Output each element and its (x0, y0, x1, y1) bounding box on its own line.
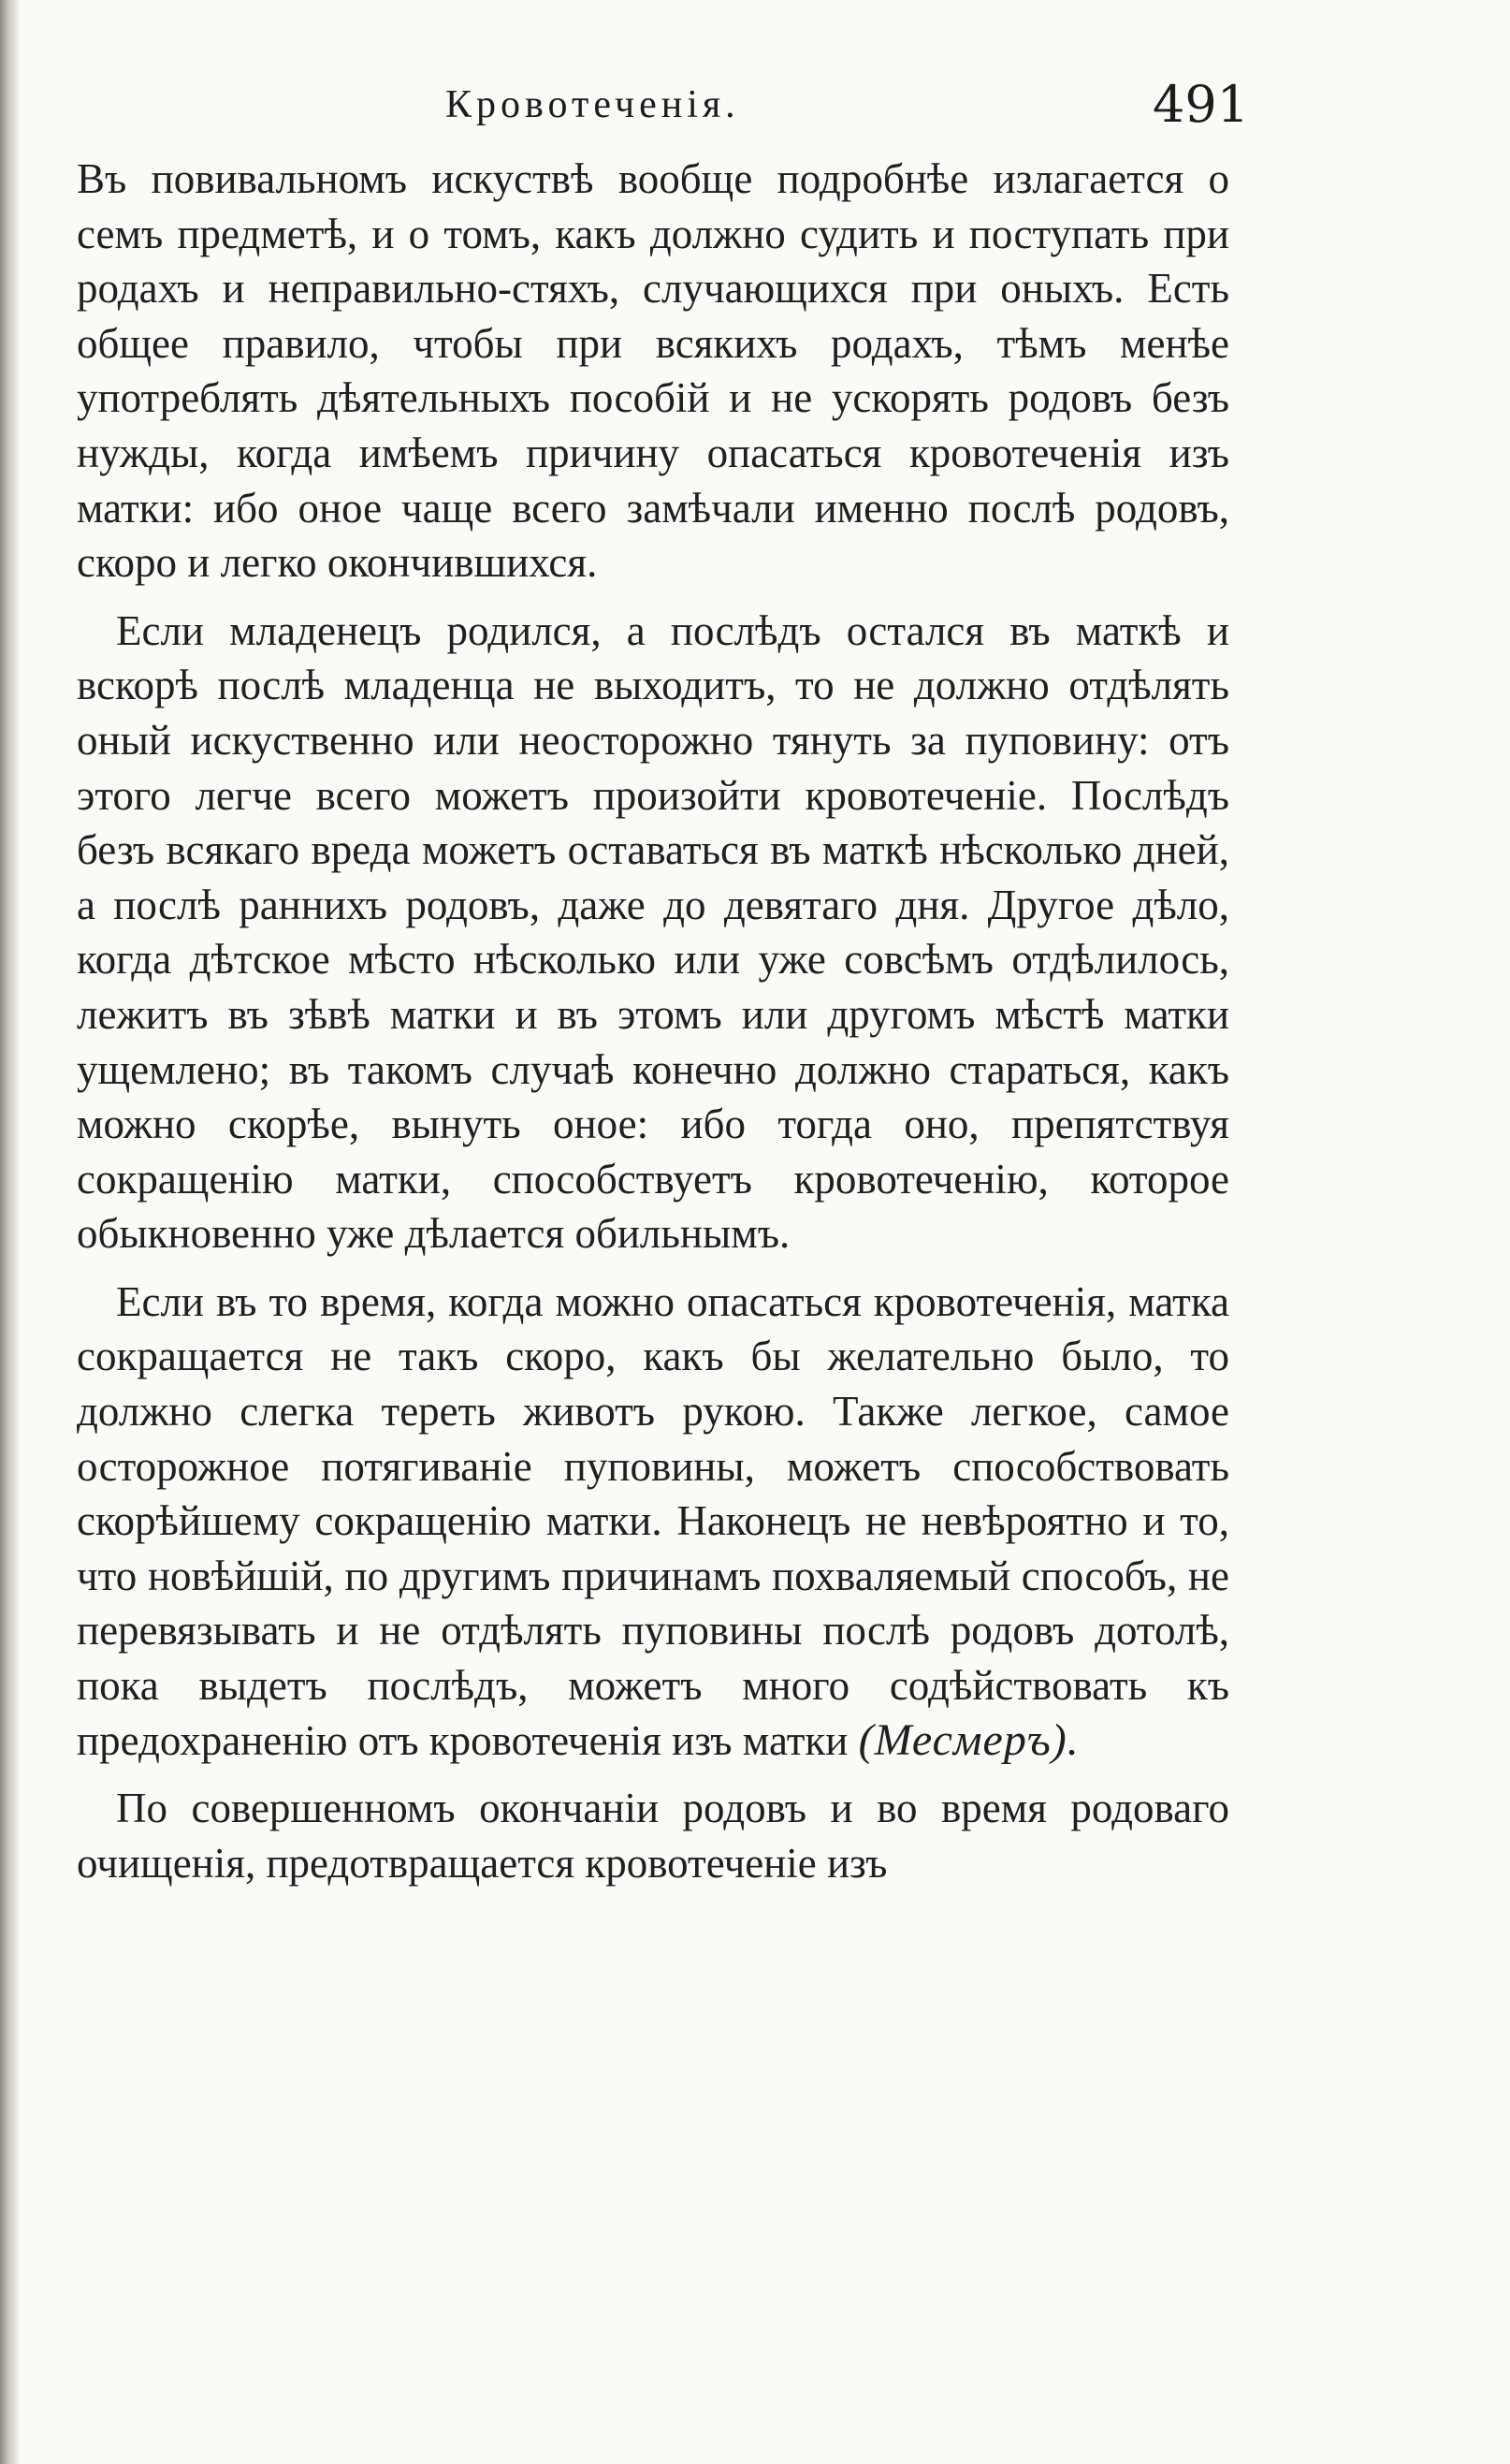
paragraph-2-text: Если младенецъ родился, а послѣдъ остался въ маткѣ и вскорѣ послѣ младенца не выходитъ, то не должно отдѣлять оный искуственно или неосторожно тянуть за пуповину: отъ этого легче всего можетъ произойти кровотеченіе. Послѣдъ безъ всякаго вреда можетъ оставаться въ маткѣ нѣсколько дней, а послѣ раннихъ родовъ, даже до девятаго дня. Другое дѣло, когда дѣтское мѣсто нѣсколько или уже совсѣмъ отдѣлилось, лежитъ въ зѣвѣ матки и въ этомъ или другомъ мѣстѣ матки ущемлено; въ такомъ случаѣ конечно должно стараться, какъ можно скорѣе, вынуть оное: ибо тогда оно, препятствуя сокращенію матки, способствуетъ кровотеченію, которое обыкновенно уже дѣлается обильнымъ. (77, 606, 1229, 1258)
paragraph-1 (77, 152, 1229, 590)
page-number: 491 (1153, 75, 1250, 134)
citation-mesmer: (Месмеръ). (858, 1714, 1080, 1765)
paragraph-4-text: По совершенномъ окончаніи родовъ и во время родоваго очищенія, предотвращается кровотеченіе изъ (77, 1785, 1229, 1887)
paragraph-2 (77, 604, 1229, 1261)
page-spine-shadow (0, 0, 21, 2464)
body-text (77, 152, 1229, 1903)
paragraph-1-text: Въ повивальномъ искуствѣ вообще подробнѣе излагается о семъ предметѣ, и о томъ, какъ должно судить и поступать при родахъ и неправильно-стяхъ, случающихся при оныхъ. Есть общее правило, чтобы при всякихъ родахъ, тѣмъ менѣе употреблять дѣятельныхъ пособій и не ускорять родовъ безъ нужды, когда имѣемъ причину опасаться кровотеченія изъ матки: ибо оное чаще всего замѣчали именно послѣ родовъ, скоро и легко окончившихся. (77, 155, 1229, 587)
paragraph-4 (77, 1781, 1229, 1890)
paragraph-3-text: Если въ то время, когда можно опасаться кровотеченія, матка сокращается не такъ скоро, какъ бы желательно было, то должно слегка тереть животъ рукою. Также легкое, самое осторожное потягиваніе пуповины, можетъ способствовать скорѣйшему сокращенію матки. Наконецъ не невѣроятно и то, что новѣйшій, по другимъ причинамъ похваляемый способъ, не перевязывать и не отдѣлять пуповины послѣ родовъ дотолѣ, пока выдетъ послѣдъ, можетъ много содѣйствовать къ предохраненію отъ кровотеченія изъ матки (77, 1277, 1229, 1764)
running-title: Кровотеченія. (445, 83, 740, 126)
paragraph-3 (77, 1275, 1229, 1768)
